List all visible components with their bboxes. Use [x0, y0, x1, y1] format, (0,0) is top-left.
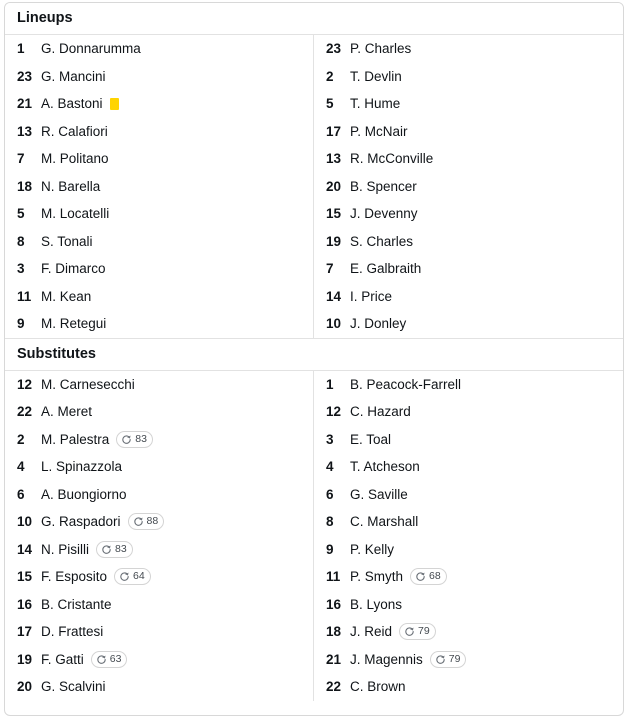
player-number: 2 — [17, 431, 25, 447]
player-row[interactable] — [5, 371, 313, 399]
player-row[interactable] — [314, 453, 623, 481]
player-row[interactable] — [5, 426, 313, 454]
player-number: 4 — [326, 459, 334, 475]
substitutes-section-title: Substitutes — [5, 338, 623, 371]
player-number: 16 — [326, 596, 342, 612]
player-name: P. McNair — [350, 123, 408, 139]
player-number: 14 — [326, 288, 342, 304]
player-number: 9 — [326, 541, 334, 557]
substitution-minute: 79 — [418, 625, 430, 638]
player-name: T. Devlin — [350, 68, 402, 84]
player-row[interactable] — [5, 63, 313, 91]
player-number: 6 — [326, 486, 334, 502]
player-number: 5 — [17, 206, 25, 222]
player-number: 3 — [17, 261, 25, 277]
substitution-badge — [128, 513, 165, 530]
player-number: 18 — [17, 178, 33, 194]
substitution-badge — [116, 431, 153, 448]
player-number: 15 — [326, 206, 342, 222]
player-name: M. Palestra — [41, 431, 110, 447]
player-number: 1 — [17, 41, 25, 57]
substitution-badge — [96, 541, 133, 558]
player-name: T. Hume — [350, 96, 401, 112]
player-row[interactable] — [314, 646, 623, 674]
player-row[interactable] — [314, 398, 623, 426]
player-number: 23 — [326, 41, 342, 57]
player-name: I. Price — [350, 288, 393, 304]
player-number: 9 — [17, 316, 25, 332]
player-name: F. Gatti — [41, 651, 84, 667]
player-row[interactable] — [5, 481, 313, 509]
substitution-minute: 83 — [115, 542, 127, 555]
player-row[interactable] — [314, 145, 623, 173]
player-name: F. Esposito — [41, 569, 108, 585]
player-number: 2 — [326, 68, 334, 84]
player-number: 17 — [326, 123, 342, 139]
player-number: 21 — [17, 96, 33, 112]
lineups-away-column — [314, 35, 623, 338]
player-name: J. Donley — [350, 316, 407, 332]
player-row[interactable] — [5, 283, 313, 311]
player-row[interactable] — [5, 310, 313, 338]
player-name: P. Charles — [350, 41, 412, 57]
player-number: 15 — [17, 569, 33, 585]
player-name: S. Charles — [350, 233, 414, 249]
substitution-minute: 68 — [429, 570, 441, 583]
player-name: M. Retegui — [41, 316, 107, 332]
player-number: 11 — [17, 288, 32, 304]
player-number: 17 — [17, 624, 33, 640]
substitution-arrow-icon — [121, 434, 132, 445]
player-name: B. Cristante — [41, 596, 112, 612]
player-name: J. Magennis — [350, 651, 423, 667]
player-row[interactable] — [314, 255, 623, 283]
player-row[interactable] — [314, 173, 623, 201]
substitution-minute: 79 — [448, 652, 461, 665]
player-number: 1 — [326, 376, 334, 392]
substitution-minute: 83 — [135, 432, 147, 445]
player-row[interactable] — [314, 283, 623, 311]
player-number: 11 — [326, 569, 341, 585]
substitution-badge — [430, 651, 467, 668]
player-row[interactable] — [314, 118, 623, 146]
player-row[interactable] — [5, 646, 313, 674]
player-number: 14 — [17, 541, 33, 557]
player-name: E. Galbraith — [350, 261, 422, 277]
player-number: 22 — [326, 679, 342, 695]
player-number: 10 — [326, 316, 342, 332]
player-row[interactable] — [5, 508, 313, 536]
player-row[interactable] — [5, 35, 313, 63]
player-row[interactable] — [314, 508, 623, 536]
lineups-columns — [5, 35, 623, 338]
player-row[interactable] — [314, 563, 623, 591]
player-name: G. Raspadori — [41, 514, 121, 530]
substitution-badge — [399, 623, 436, 640]
player-name: N. Barella — [41, 178, 101, 194]
player-name: P. Kelly — [350, 541, 395, 557]
player-number: 3 — [326, 431, 334, 447]
player-number: 19 — [326, 233, 342, 249]
player-number: 5 — [326, 96, 334, 112]
substitution-arrow-icon — [435, 654, 446, 665]
player-name: A. Bastoni — [41, 96, 103, 112]
player-name: F. Dimarco — [41, 261, 106, 277]
player-row[interactable] — [314, 90, 623, 118]
player-row[interactable] — [5, 118, 313, 146]
player-name: M. Locatelli — [41, 206, 110, 222]
player-name: A. Buongiorno — [41, 486, 127, 502]
player-name: J. Reid — [350, 624, 393, 640]
lineups-home-column — [5, 35, 314, 338]
player-row[interactable] — [314, 481, 623, 509]
substitution-minute: 88 — [146, 515, 159, 528]
substitution-minute: 64 — [133, 570, 145, 583]
player-name: G. Donnarumma — [41, 41, 141, 57]
player-number: 6 — [17, 486, 25, 502]
player-name: P. Smyth — [350, 569, 404, 585]
substitutes-home-column — [5, 371, 314, 701]
player-name: J. Devenny — [350, 206, 418, 222]
player-number: 7 — [326, 261, 334, 277]
player-number: 8 — [17, 233, 25, 249]
player-number: 20 — [17, 679, 33, 695]
substitution-arrow-icon — [404, 626, 415, 637]
player-row[interactable] — [314, 35, 623, 63]
player-row[interactable] — [5, 591, 313, 619]
player-row[interactable] — [314, 371, 623, 399]
player-name: R. McConville — [350, 151, 434, 167]
player-row[interactable] — [314, 310, 623, 338]
player-number: 4 — [17, 459, 25, 475]
player-name: B. Spencer — [350, 178, 417, 194]
player-name: L. Spinazzola — [41, 459, 123, 475]
player-name: C. Marshall — [350, 514, 419, 530]
player-number: 12 — [326, 404, 342, 420]
player-name: M. Kean — [41, 288, 92, 304]
player-row[interactable] — [5, 673, 313, 701]
player-name: B. Lyons — [350, 596, 403, 612]
player-row[interactable] — [5, 173, 313, 201]
player-number: 12 — [17, 376, 33, 392]
player-row[interactable] — [314, 200, 623, 228]
player-name: G. Saville — [350, 486, 408, 502]
player-row[interactable] — [5, 200, 313, 228]
player-number: 23 — [17, 68, 33, 84]
player-name: S. Tonali — [41, 233, 93, 249]
player-row[interactable] — [5, 145, 313, 173]
player-name: G. Mancini — [41, 68, 106, 84]
player-row[interactable] — [5, 453, 313, 481]
player-name: E. Toal — [350, 431, 392, 447]
yellow-card-icon — [110, 98, 119, 110]
substitution-arrow-icon — [133, 516, 144, 527]
player-row[interactable] — [5, 398, 313, 426]
player-number: 13 — [326, 151, 342, 167]
player-number: 16 — [17, 596, 33, 612]
player-row[interactable] — [314, 536, 623, 564]
player-number: 22 — [17, 404, 33, 420]
player-row[interactable] — [5, 90, 313, 118]
player-number: 8 — [326, 514, 334, 530]
player-number: 18 — [326, 624, 342, 640]
player-row[interactable] — [314, 673, 623, 701]
substitution-arrow-icon — [415, 571, 426, 582]
player-name: R. Calafiori — [41, 123, 108, 139]
player-row[interactable] — [314, 618, 623, 646]
substitution-badge — [410, 568, 447, 585]
player-number: 7 — [17, 151, 25, 167]
player-name: A. Meret — [41, 404, 93, 420]
player-row[interactable] — [5, 563, 313, 591]
player-row[interactable] — [314, 228, 623, 256]
substitution-minute: 63 — [109, 652, 122, 665]
player-name: N. Pisilli — [41, 541, 90, 557]
player-row[interactable] — [5, 228, 313, 256]
lineups-panel — [4, 2, 624, 716]
substitutes-away-column — [314, 371, 623, 701]
player-name: M. Politano — [41, 151, 109, 167]
player-number: 10 — [17, 514, 33, 530]
player-number: 20 — [326, 178, 342, 194]
substitutes-columns — [5, 371, 623, 701]
substitution-arrow-icon — [96, 654, 107, 665]
player-number: 19 — [17, 651, 33, 667]
player-name: M. Carnesecchi — [41, 376, 135, 392]
player-name: D. Frattesi — [41, 624, 104, 640]
player-row[interactable] — [314, 591, 623, 619]
player-name: T. Atcheson — [350, 459, 420, 475]
player-name: G. Scalvini — [41, 679, 106, 695]
substitution-badge — [114, 568, 151, 585]
substitution-badge — [91, 651, 128, 668]
substitution-arrow-icon — [119, 571, 130, 582]
player-row[interactable] — [314, 63, 623, 91]
player-row[interactable] — [5, 255, 313, 283]
substitution-arrow-icon — [101, 544, 112, 555]
player-row[interactable] — [5, 618, 313, 646]
player-row[interactable] — [5, 536, 313, 564]
player-row[interactable] — [314, 426, 623, 454]
player-number: 21 — [326, 651, 342, 667]
lineups-section-title: Lineups — [5, 3, 623, 35]
player-name: B. Peacock-Farrell — [350, 376, 462, 392]
player-number: 13 — [17, 123, 33, 139]
player-name: C. Brown — [350, 679, 406, 695]
player-name: C. Hazard — [350, 404, 411, 420]
